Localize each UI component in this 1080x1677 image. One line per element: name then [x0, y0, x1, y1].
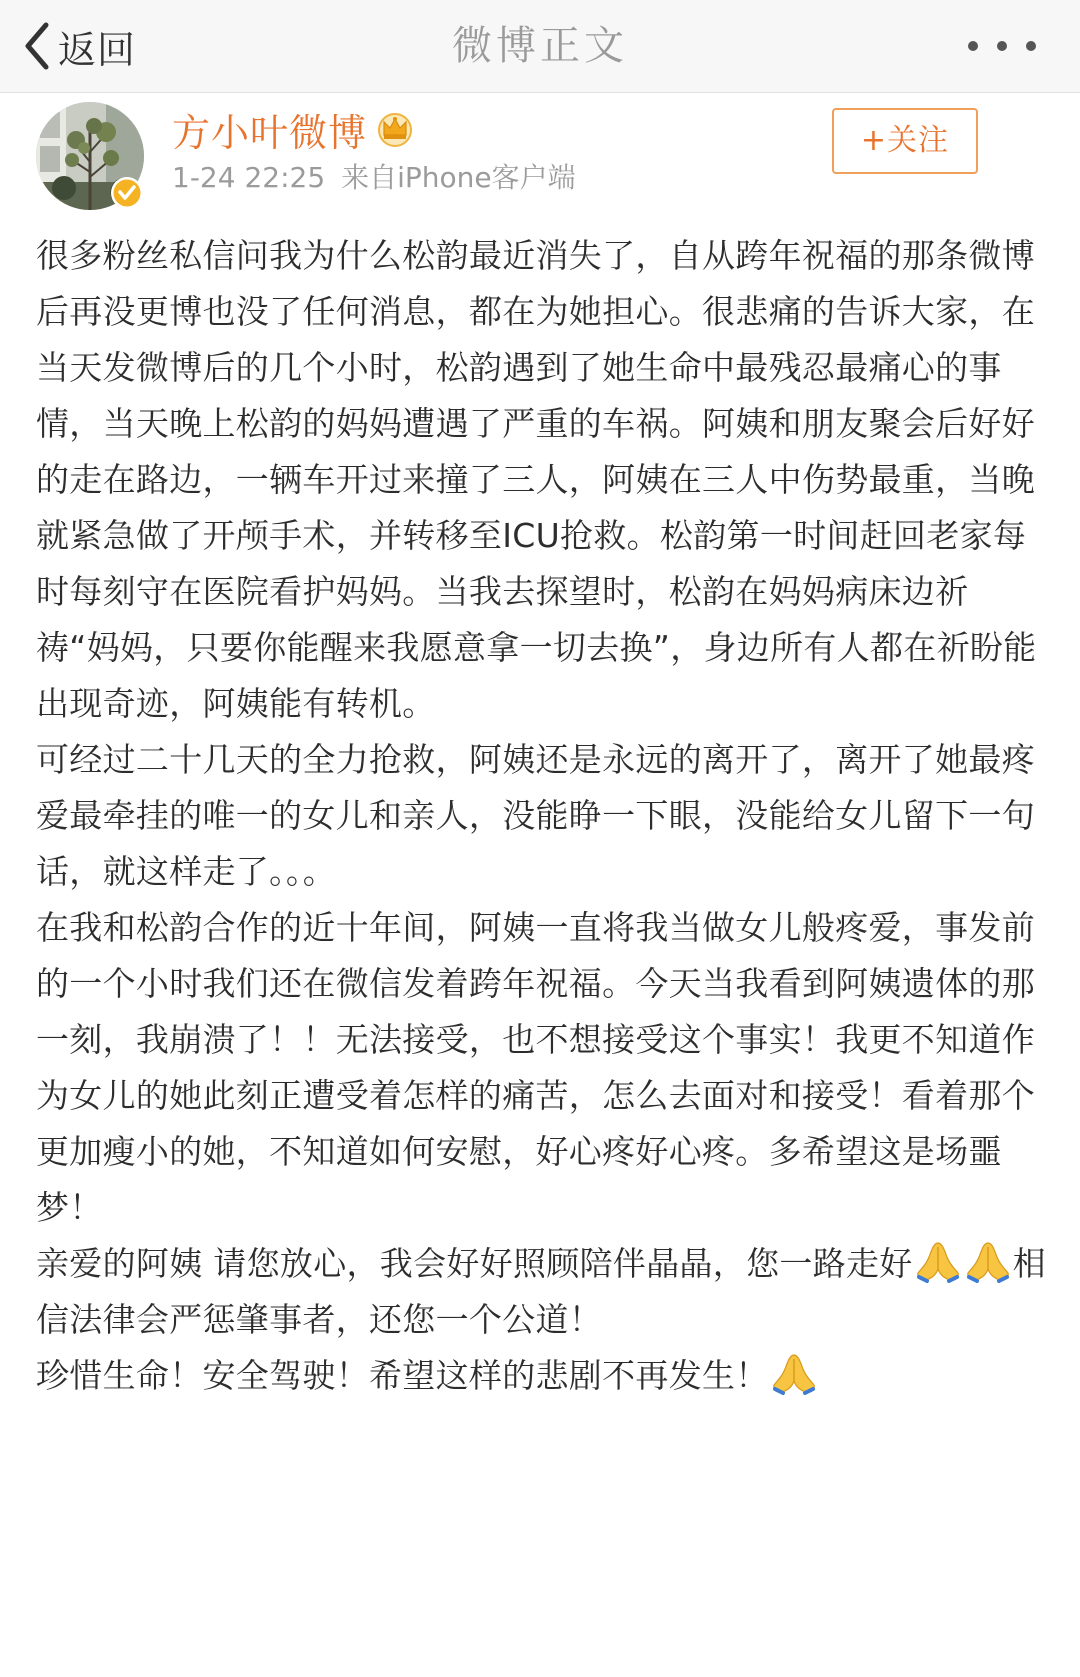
author-header: [0, 92, 1080, 210]
post-paragraph: 很多粉丝私信问我为什么松韵最近消失了，自从跨年祝福的那条微博后再没更博也没了任何消息，都在为她担心。很悲痛的告诉大家，在当天发微博后的几个小时，松韵遇到了她生命中最残忍最痛心的事情，当天晚上松韵的妈妈遭遇了严重的车祸。阿姨和朋友聚会后好好的走在路边，一辆车开过来撞了三人，阿姨在三人中伤势最重，当晚就紧急做了开颅手术，并转移至ICU抢救。松韵第一时间赶回老家每时每刻守在医院看护妈妈。当我去探望时，松韵在妈妈病床边祈祷“妈妈，只要你能醒来我愿意拿一切去换”，身边所有人都在祈盼能出现奇迹，阿姨能有转机。: [36, 236, 1037, 723]
verified-badge-icon: [110, 176, 144, 210]
author-name-row: [172, 104, 415, 154]
navigation-bar: [0, 0, 1080, 93]
post-paragraph: [36, 1236, 1046, 1348]
post-paragraph: 在我和松韵合作的近十年间，阿姨一直将我当做女儿般疼爱，事发前的一个小时我们还在微信发着跨年祝福。今天当我看到阿姨遗体的那一刻，我崩溃了！！无法接受，也不想接受这个事实！我更不知道作为女儿的她此刻正遭受着怎样的痛苦，怎么去面对和接受！看着那个更加瘦小的她，不知道如何安慰，好心疼好心疼。多希望这是场噩梦！: [36, 908, 1035, 1227]
follow-button[interactable]: +关注: [832, 108, 978, 174]
post-text: 珍惜生命！安全驾驶！希望这样的悲剧不再发生！: [36, 1356, 769, 1395]
post-text: 亲爱的阿姨 请您放心，我会好好照顾陪伴晶晶，您一路走好: [36, 1244, 913, 1283]
page-title: 微博正文: [452, 23, 628, 69]
more-dots-icon: [968, 41, 978, 51]
post-content: [36, 228, 1046, 1404]
back-label: 返回: [58, 27, 137, 72]
post-meta: [172, 158, 576, 198]
post-text: 相信法律会严惩肇事者，还您一个公道！: [36, 1244, 1046, 1339]
pray-emoji-icon: [771, 1351, 817, 1395]
pray-emoji-icon: [965, 1239, 1011, 1283]
post-paragraph: 可经过二十几天的全力抢救，阿姨还是永远的离开了，离开了她最疼爱最牵挂的唯一的女儿和亲人，没能睁一下眼，没能给女儿留下一句话，就这样走了。。。: [36, 740, 1035, 891]
more-button[interactable]: [968, 22, 1036, 70]
more-dots-icon: [1026, 41, 1036, 51]
pray-emoji-icon: [915, 1239, 961, 1283]
post-source[interactable]: 来自iPhone客户端: [341, 161, 576, 194]
avatar[interactable]: [36, 102, 144, 210]
vip-crown-icon[interactable]: [375, 109, 415, 149]
post-paragraph: [36, 1348, 1046, 1404]
author-name[interactable]: 方小叶微博: [172, 110, 368, 155]
post-time: 1-24 22:25: [172, 161, 326, 194]
more-dots-icon: [997, 41, 1007, 51]
